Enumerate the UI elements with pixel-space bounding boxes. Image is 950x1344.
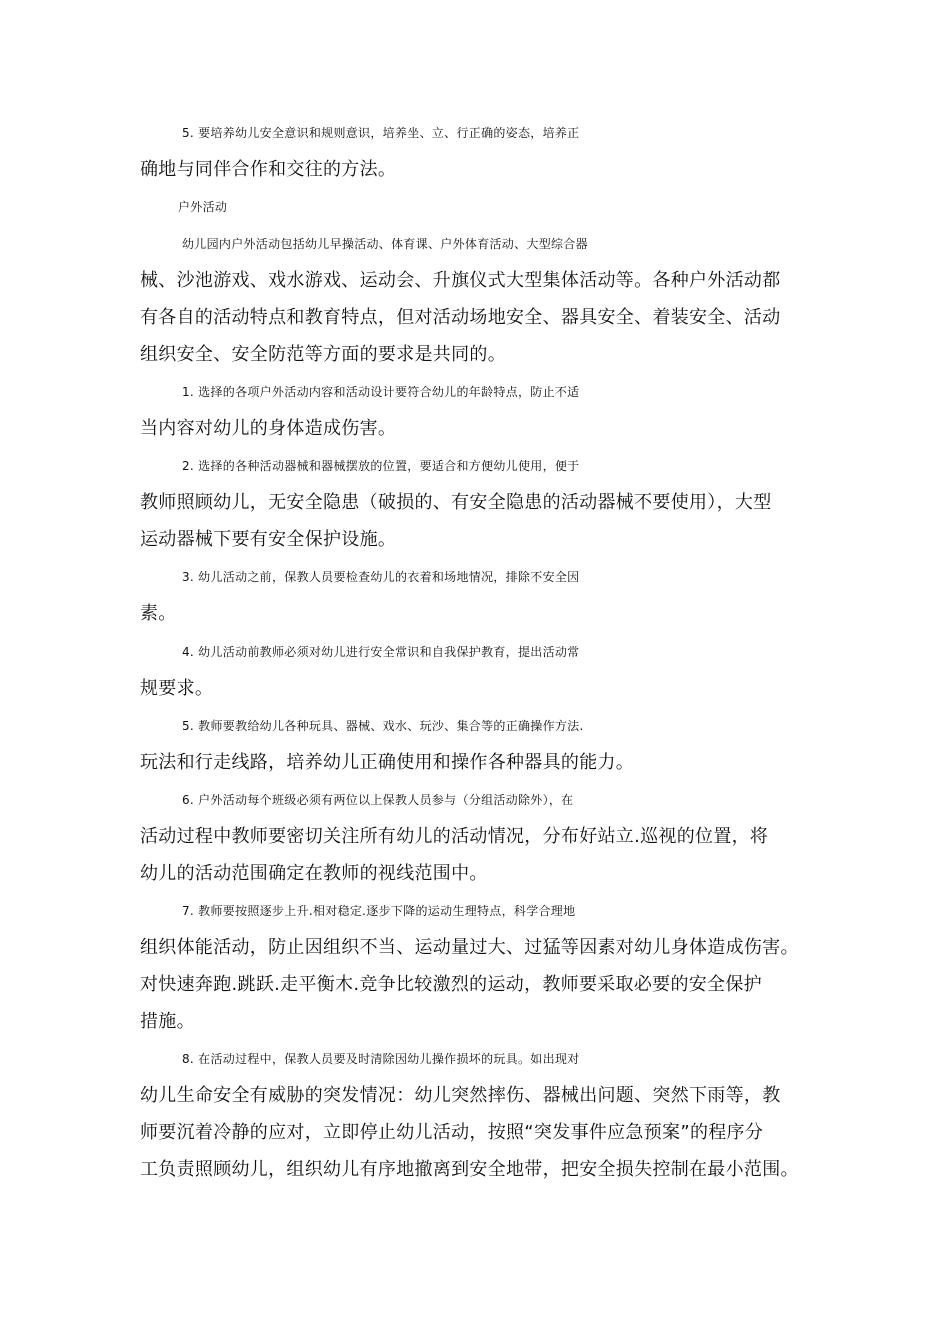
paragraph-line: 玩法和行走线路，培养幼儿正确使用和操作各种器具的能力。 [140,752,635,773]
section-heading: 户外活动 [178,200,228,214]
paragraph-line: 素。 [140,603,177,624]
paragraph-line: 幼儿园内户外活动包括幼儿早操活动、体育课、户外体育活动、大型综合器 [182,237,588,251]
paragraph-line: 组织安全、安全防范等方面的要求是共同的。 [140,344,506,365]
paragraph-line: 师要沉着冷静的应对，立即停止幼儿活动，按照“突发事件应急预案”的程序分 [140,1122,764,1143]
paragraph-line: 运动器械下要有安全保护设施。 [140,529,397,550]
paragraph-line: 幼儿的活动范围确定在教师的视线范围中。 [140,863,488,884]
paragraph-line: 3. 幼儿活动之前，保教人员要检查幼儿的衣着和场地情况，排除不安全因 [182,570,580,584]
paragraph-line: 4. 幼儿活动前教师必须对幼儿进行安全常识和自我保护教育，提出活动常 [182,645,580,659]
paragraph-line: 措施。 [140,1011,195,1032]
paragraph-line: 对快速奔跑.跳跃.走平衡木.竞争比较激烈的运动，教师要采取必要的安全保护 [140,974,762,995]
paragraph-line: 有各自的活动特点和教育特点，但对活动场地安全、器具安全、着装安全、活动 [140,307,781,328]
paragraph-line: 当内容对幼儿的身体造成伤害。 [140,418,397,439]
paragraph-line: 教师照顾幼儿，无安全隐患（破损的、有安全隐患的活动器械不要使用），大型 [140,492,772,513]
paragraph-line: 确地与同伴合作和交往的方法。 [140,159,397,180]
paragraph-line: 工负责照顾幼儿，组织幼儿有序地撤离到安全地带，把安全损失控制在最小范围。 [140,1159,799,1180]
paragraph-line: 规要求。 [140,678,214,699]
paragraph-line: 7. 教师要按照逐步上升.相对稳定.逐步下降的运动生理特点，科学合理地 [182,904,576,918]
paragraph-line: 5. 要培养幼儿安全意识和规则意识，培养坐、立、行正确的姿态，培养正 [182,126,580,140]
paragraph-line: 8. 在活动过程中，保教人员要及时清除因幼儿操作损坏的玩具。如出现对 [182,1052,580,1066]
paragraph-line: 幼儿生命安全有威胁的突发情况：幼儿突然摔伤、器械出问题、突然下雨等，教 [140,1085,781,1106]
paragraph-line: 5. 教师要教给幼儿各种玩具、器械、戏水、玩沙、集合等的正确操作方法. [182,719,584,733]
paragraph-line: 械、沙池游戏、戏水游戏、运动会、升旗仪式大型集体活动等。各种户外活动都 [140,270,781,291]
paragraph-line: 6. 户外活动每个班级必须有两位以上保教人员参与（分组活动除外），在 [182,793,574,807]
paragraph-line: 活动过程中教师要密切关注所有幼儿的活动情况，分布好站立.巡视的位置，将 [140,826,769,847]
paragraph-line: 组织体能活动，防止因组织不当、运动量过大、过猛等因素对幼儿身体造成伤害。 [140,937,799,958]
paragraph-line: 1. 选择的各项户外活动内容和活动设计要符合幼儿的年龄特点，防止不适 [182,385,580,399]
paragraph-line: 2. 选择的各种活动器械和器械摆放的位置，要适合和方便幼儿使用，便于 [182,459,580,473]
